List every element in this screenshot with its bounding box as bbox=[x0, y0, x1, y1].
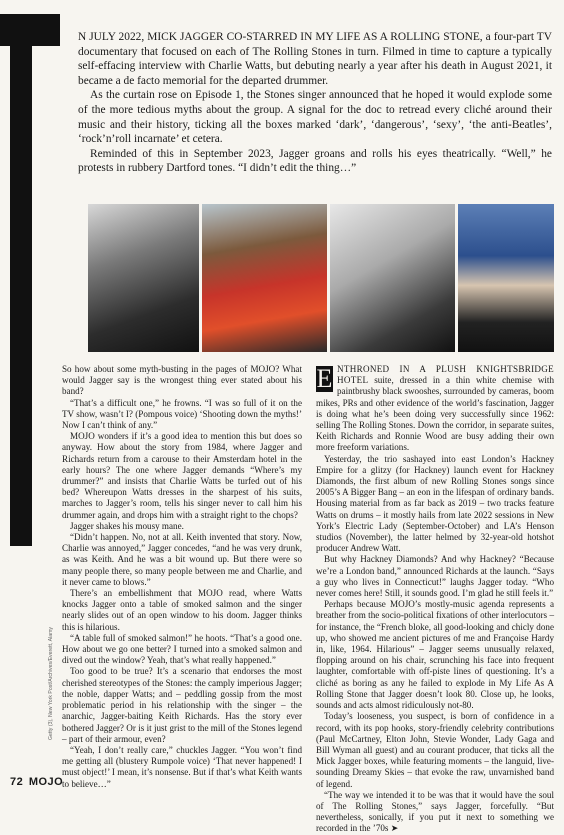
paragraph: “That’s a difficult one,” he frowns. “I was so full of it on the TV show, wasn’t I? (Pompous voice) ‘Shooting down the myths!’ Now I can’t think of any.” bbox=[62, 397, 302, 431]
photo-jagger-wonder-bw bbox=[330, 204, 454, 352]
drop-cap-e: E bbox=[316, 364, 333, 393]
lead-caps: NTHRONED IN A PLUSH KNIGHTSBRIDGE HOTEL bbox=[337, 364, 554, 386]
intro-text bbox=[78, 30, 552, 176]
paragraph: So how about some myth-busting in the pages of MOJO? What would Jagger say is the wrongest thing ever stated about his band? bbox=[62, 364, 302, 397]
paragraph: “A table full of smoked salmon!” he hoots. “That’s a good one. How about we go one better? I turned into a smoked salmon and dived out the window? Yeah, that’s what really happened.” bbox=[62, 632, 302, 666]
paragraph: Jagger shakes his mousy mane. bbox=[70, 520, 184, 531]
paragraph bbox=[316, 364, 554, 454]
paragraph: But why Hackney Diamonds? And why Hackney? “Because we’re a London band,” announced Richards at the launch. “Says a guy who lives in Connecticut!” laughs Jagger today. “Who never comes here! Still, it sounds good. I’m glad he still feels it.” bbox=[316, 554, 554, 599]
paragraph: Today’s looseness, you suspect, is born of confidence in a record, with its pop hooks, story-friendly celebrity contributions (Paul McCartney, Elton John, Stevie Wonder, Lady Gaga and Bill Wyman all guest) and au courant producer, that ticks all the Mick Jagger boxes, while featuring moments – the languid, live-sounding Dreamy Skies – that evoke the raw, unvarnished band of legend. bbox=[316, 711, 554, 789]
article-column-left bbox=[62, 364, 302, 790]
paragraph: “Didn’t happen. No, not at all. Keith invented that story. Now, Charlie was annoyed,” Jagger concedes, “and he was very drunk, as was Keith. And he was a bit wound up. But there were so many people there, so many people between me and Charlie, and it never came to blows.” bbox=[62, 532, 302, 587]
intro-paragraph-1: N JULY 2022, MICK JAGGER CO-STARRED IN MY LIFE AS A ROLLING STONE, a four-part TV documentary that focused on each of The Rolling Stones in turn. Filmed in time to capture a typically self-effacing interview with Charlie Watts, but debuting nearly a year after his death in August 2021, it became a de facto memorial for the departed drummer. bbox=[78, 31, 552, 87]
page-footer bbox=[10, 776, 63, 788]
paragraph: Yesterday, the trio sashayed into east London’s Hackney Empire for a glitzy (for Hackney) launch event for Hackney Diamonds, the first album of new Rolling Stones songs since 2005’s A Bigger Bang – an eon in the lifespan of ordinary bands. Housing material from as far back as 2019 – two tracks feature Watts on drums – it mostly hails from late 2022 sessions in New York’s Electric Lady (September-October) and LA’s Henson studios (November), the latter helmed by 32-year-old hotshot producer Andrew Watt. bbox=[316, 453, 554, 554]
lead-paragraph-rest: suite, dressed in a thin white chemise with paintbrushy black swooshes, surrounded by cameras, boom mikes, PRs and other evidence of the world’s fascination, Jagger is doing what he’s been doing very successfully since 1962: selling The Rolling Stones. Down the corridor, in separate suites, Keith Richards and Ronnie Wood are busy adding their own more freeform variations. bbox=[316, 375, 554, 453]
paragraph: There’s an embellishment that MOJO read, where Watts knocks Jagger onto a table of smoked salmon and the singer nearly slides out of an open window to his doom. Jagger thinks this is hilarious. bbox=[62, 588, 302, 632]
drop-cap-i-stem bbox=[10, 14, 32, 546]
photo-jagger-gaga-stage bbox=[458, 204, 554, 352]
photo-strip bbox=[88, 204, 554, 352]
photo-band-feathers bbox=[202, 204, 327, 352]
paragraph: Perhaps because MOJO’s mostly-music agenda represents a breather from the socio-political fixations of other interlocutors – for instance, the “French bloke, all good-looking and chicly done up, who showed me ancient pictures of me and Françoise Hardy in, like, 1964. Hilarious” – Jagger seems unusually relaxed, flopping around on his chair, scrunching his face into frequent laughter, comfortable with off-piste lines of questioning. It’s a cliché as boring as any he failed to explode in My Life As A Rolling Stone that Jagger doesn’t look 80. Close up, he looks, sounds and acts almost ridiculously not-80. bbox=[316, 599, 554, 711]
paragraph: MOJO wonders if it’s a good idea to mention this but does so anyway. How about the story from 1984, where Jagger and Richards return from a carouse to their Amsterdam hotel in the early hours? The one where Jagger demands “Where’s my drummer?” and insists that Charlie Watts be turfed out of his bed? Whereupon Watts dresses in the sharpest of his suits, marches to Jagger’s room, tells his singer never to call him his drummer again, and drops him with a straight right to the chops? bbox=[62, 431, 302, 520]
article-column-right bbox=[316, 364, 554, 835]
intro-paragraph-2: As the curtain rose on Episode 1, the Stones singer announced that he hoped it would explode some of the more tedious myths about the group. A signal for the doc to retread every cliché around their music and their history, ticking all the boxes marked ‘dark’, ‘dangerous’, ‘sexy’, ‘the anti-Beatles’, ‘rock’n’roll incarnate’ et cetera. bbox=[78, 89, 552, 146]
photo-credit: Getty (3), New York Post/Archives/Everett, Alamy bbox=[48, 626, 54, 740]
page-number: 72 bbox=[10, 776, 24, 788]
intro-paragraph-3: Reminded of this in September 2023, Jagger groans and rolls his eyes theatrically. “Well,” he protests in rubbery Dartford tones. “I didn’t edit the thing…” bbox=[78, 147, 552, 175]
paragraph: “Yeah, I don’t really care,” chuckles Jagger. “You won’t find me getting all (blustery Rumpole voice) ‘That never happened! I must object!’ I mean, it’s nonsense. But if that’s what Keith wants to believe…” bbox=[62, 744, 302, 789]
drop-cap-i-serif bbox=[0, 14, 60, 46]
magazine-name: MOJO bbox=[28, 776, 64, 788]
paragraph: Too good to be true? It’s a scenario that endorses the most cherished stereotypes of the Stones: the camply imperious Jagger; the noble, dapper Watts; and – peddling gossip from the most problematic period in his relationship with the singer – the anarchic, Jagger-baiting Keith Richards. Has the story ever bothered Jagger? Or is it just grist to the mill of the Stones legend – part of their armour, even? bbox=[62, 666, 302, 744]
paragraph: “The way we intended it to be was that it would have the soul of The Rolling Stones,” says Jagger, forcefully. “But nevertheless, sonically, if you put it next to something we recorded in the ’70s ➤ bbox=[316, 789, 554, 834]
photo-band-bw bbox=[88, 204, 199, 352]
